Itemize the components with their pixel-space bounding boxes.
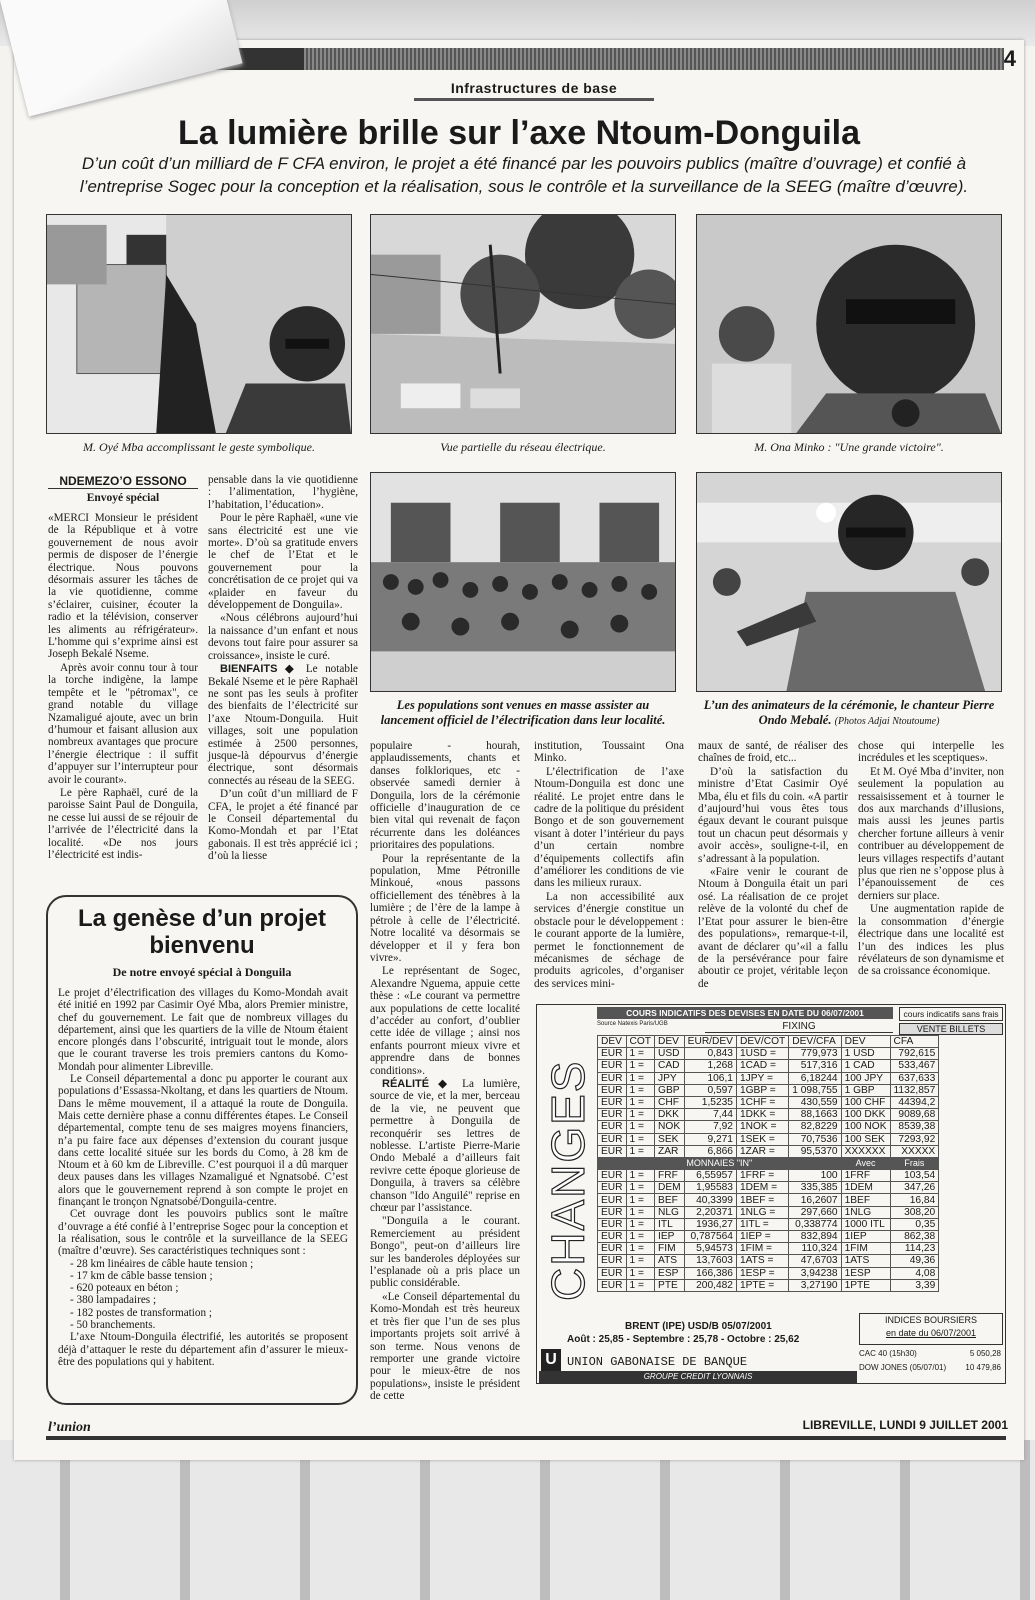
box-body bbox=[58, 987, 348, 1368]
fx-cell: 8539,38 bbox=[890, 1121, 939, 1133]
fx-cell: 792,615 bbox=[890, 1048, 939, 1060]
fx-row bbox=[598, 1255, 939, 1267]
fx-cell: 3,27190 bbox=[789, 1279, 841, 1291]
list-item: - 28 km linéaires de câble haute tension ; bbox=[70, 1257, 254, 1270]
fx-cell: 106,1 bbox=[684, 1072, 736, 1084]
fx-cell: EUR bbox=[598, 1170, 627, 1182]
fx-cell: 517,316 bbox=[789, 1060, 841, 1072]
fx-cell: 297,660 bbox=[789, 1206, 841, 1218]
fx-column-header: COT bbox=[626, 1036, 655, 1048]
fx-cell: 430,559 bbox=[789, 1096, 841, 1108]
fx-cell: 0,843 bbox=[684, 1048, 736, 1060]
fx-cell: NLG bbox=[655, 1206, 685, 1218]
fx-cell: EUR bbox=[598, 1243, 627, 1255]
fx-cell: 862,38 bbox=[890, 1231, 939, 1243]
fx-cell: 1BEF bbox=[841, 1194, 890, 1206]
fx-cell: 1 = bbox=[626, 1084, 655, 1096]
fx-cell: 1DEM bbox=[841, 1182, 890, 1194]
fx-cell: 347,26 bbox=[890, 1182, 939, 1194]
fx-cell: 13,7603 bbox=[684, 1255, 736, 1267]
fx-cell: SEK bbox=[655, 1133, 685, 1145]
paragraph: «MERCI Monsieur le président de la République et à votre gouvernement de nous avoir permis de disposer de l’énergie électrique. Nous pouvons désormais assurer les tâches de la vie quotidienne, comme s’éclairer, cuisiner, écouter la radio et la télévision, conserver les aliments au réfrigérateur». L’homme qui s’exprime ainsi est Joseph Bekalé Nseme. bbox=[48, 512, 198, 661]
fx-cell: 70,7536 bbox=[789, 1133, 841, 1145]
fx-cell: 1PTE = bbox=[736, 1279, 788, 1291]
fx-cell: 103,54 bbox=[890, 1170, 939, 1182]
fx-cell: EUR bbox=[598, 1060, 627, 1072]
photo-caption-5-text: L’un des animateurs de la cérémonie, le chanteur Pierre Ondo Mebalé. bbox=[703, 698, 995, 727]
fx-cell: CAD bbox=[655, 1060, 685, 1072]
fx-cell: 100 bbox=[789, 1170, 841, 1182]
fx-cell: 1DKK = bbox=[736, 1109, 788, 1121]
fx-cell: EUR bbox=[598, 1084, 627, 1096]
subhead-bienfaits: BIENFAITS ◆ bbox=[220, 663, 299, 676]
fx-cell: 1ESP bbox=[841, 1267, 890, 1279]
photo-oye-mba bbox=[46, 214, 352, 434]
fx-cell: 49,36 bbox=[890, 1255, 939, 1267]
fx-cell: 166,386 bbox=[684, 1267, 736, 1279]
fx-cell: 0,338774 bbox=[789, 1218, 841, 1230]
paragraph: Le notable Bekalé Nseme et le père Raphaël ne sont pas les seuls à profiter des bienfaits de l’électricité sur l’axe Ntoum-Donguila. Huit villages, soit une population estimée à 2500 personnes, jusque-là dépourvus d’énergie électrique, sont désormais connectés au réseau de la SEEG. bbox=[208, 663, 359, 787]
index-label: DOW JONES (05/07/01) bbox=[859, 1363, 947, 1372]
fx-cell: 1 = bbox=[626, 1133, 655, 1145]
list-item: - 182 postes de transformation ; bbox=[70, 1306, 212, 1319]
fx-cell: 100 SEK bbox=[841, 1133, 890, 1145]
index-value: 5 050,28 bbox=[969, 1349, 1001, 1358]
fx-cell: EUR bbox=[598, 1206, 627, 1218]
fx-cell: 1 = bbox=[626, 1267, 655, 1279]
fx-cell: 0,787564 bbox=[684, 1231, 736, 1243]
fx-row bbox=[598, 1267, 939, 1279]
fx-row bbox=[598, 1109, 939, 1121]
fx-cell: DKK bbox=[655, 1109, 685, 1121]
fx-cell: 1 GBP bbox=[841, 1084, 890, 1096]
fx-cell: 1ITL = bbox=[736, 1218, 788, 1230]
paragraph: populaire - hourah, applaudissements, chants et danses folkloriques, etc - observée samedi dernier à Donguila, lors de la cérémonie officielle d’inauguration de ce bien vital qui revenait de façon récurrente dans les doléances prioritaires des populations. bbox=[370, 740, 520, 852]
fx-cell: 1DEM = bbox=[736, 1182, 788, 1194]
fx-cell: 1ESP = bbox=[736, 1267, 788, 1279]
fx-cell: 110,324 bbox=[789, 1243, 841, 1255]
index-label: CAC 40 (15h30) bbox=[859, 1349, 917, 1358]
fx-row bbox=[598, 1096, 939, 1108]
fx-cell: XXXXXX bbox=[841, 1145, 890, 1157]
fx-cell: 1NLG bbox=[841, 1206, 890, 1218]
fx-cell: 308,20 bbox=[890, 1206, 939, 1218]
fx-cell: 1000 ITL bbox=[841, 1218, 890, 1230]
fx-monnaies-in-row bbox=[598, 1157, 939, 1169]
fx-cell: 1 = bbox=[626, 1182, 655, 1194]
index-row-dowjones bbox=[859, 1363, 1003, 1372]
list-item: - 620 poteaux en béton ; bbox=[70, 1282, 179, 1295]
fx-row bbox=[598, 1279, 939, 1291]
bank-name: UNION GABONAISE DE BANQUE bbox=[567, 1355, 748, 1369]
fx-cell: 0,35 bbox=[890, 1218, 939, 1230]
paragraph: pensable dans la vie quotidienne : l’alimentation, l’hygiène, l’habitation, l’éducation». bbox=[208, 474, 358, 511]
headline: La lumière brille sur l’axe Ntoum-Donguila bbox=[177, 114, 861, 152]
fx-cell: 1GBP = bbox=[736, 1084, 788, 1096]
fx-cell: 1 USD bbox=[841, 1048, 890, 1060]
fx-cell: 1 = bbox=[626, 1231, 655, 1243]
list-item: - 17 km de câble basse tension ; bbox=[70, 1269, 213, 1282]
footer-rule bbox=[46, 1436, 1006, 1440]
fx-row bbox=[598, 1072, 939, 1084]
photo-credit: (Photos Adjai Ntoutoume) bbox=[834, 716, 940, 727]
fx-cell: 5,94573 bbox=[684, 1243, 736, 1255]
paragraph: chose qui interpelle les incrédules et les sceptiques». bbox=[858, 740, 1004, 765]
fx-cell: 1 = bbox=[626, 1194, 655, 1206]
photo-caption-1: M. Oyé Mba accomplissant le geste symbolique. bbox=[83, 440, 315, 454]
fx-cell: 7,92 bbox=[684, 1121, 736, 1133]
fx-cell: 1CHF = bbox=[736, 1096, 788, 1108]
fx-cell: 200,482 bbox=[684, 1279, 736, 1291]
paragraph: Après avoir connu tour à tour la torche indigène, la lampe tempête et le "pétromax", ce grand notable du village Nzamaligué ajoute, avec un brin d’humour et faisant allusion aux nombreux avantages que procure l’énergie électrique : il suffit d’appuyer sur l’interrupteur pour avoir le courant». bbox=[48, 661, 198, 786]
fx-cell: EUR bbox=[598, 1121, 627, 1133]
fx-cell: NOK bbox=[655, 1121, 685, 1133]
fx-cell: DEM bbox=[655, 1182, 685, 1194]
footer-dateline: LIBREVILLE, LUNDI 9 JUILLET 2001 bbox=[802, 1418, 1008, 1432]
page-number: 4 bbox=[1003, 46, 1016, 71]
fx-cell: 9089,68 bbox=[890, 1109, 939, 1121]
fx-cell: 1 = bbox=[626, 1109, 655, 1121]
list-item: - 380 lampadaires ; bbox=[70, 1294, 157, 1307]
fx-cell: 1ATS bbox=[841, 1255, 890, 1267]
fx-subheader: Avec bbox=[841, 1157, 890, 1169]
fx-cell: 1FRF bbox=[841, 1170, 890, 1182]
fx-cell: 1ZAR = bbox=[736, 1145, 788, 1157]
list-item: - 50 branchements. bbox=[70, 1319, 156, 1332]
fx-cell: 1 = bbox=[626, 1145, 655, 1157]
fx-cell: 1 CAD bbox=[841, 1060, 890, 1072]
paragraph: L’électrification de l’axe Ntoum-Donguila est donc une réalité. Le projet entre dans le cadre de la politique du président Bongo et de son gouvernement visant à doter l’intérieur du pays d’un certain nombre d’équipements collectifs afin d’améliorer les conditions de vie dans les milieux ruraux. bbox=[534, 765, 684, 890]
fx-cell: 7293,92 bbox=[890, 1133, 939, 1145]
fx-row bbox=[598, 1182, 939, 1194]
fx-row bbox=[598, 1206, 939, 1218]
box-title: La genèse d’un projet bienvenu bbox=[77, 905, 327, 959]
fx-cell: ESP bbox=[655, 1267, 685, 1279]
fx-cell: EUR bbox=[598, 1133, 627, 1145]
fx-cell: 1 = bbox=[626, 1072, 655, 1084]
index-row-cac40 bbox=[859, 1349, 1003, 1358]
fx-row bbox=[598, 1084, 939, 1096]
fx-cell: 779,973 bbox=[789, 1048, 841, 1060]
fx-cell: 1FIM = bbox=[736, 1243, 788, 1255]
fx-column-header: EUR/DEV bbox=[684, 1036, 736, 1048]
fx-cell: 1,5235 bbox=[684, 1096, 736, 1108]
fx-cell: 100 NOK bbox=[841, 1121, 890, 1133]
fx-cell: 3,94238 bbox=[789, 1267, 841, 1279]
fx-row bbox=[598, 1121, 939, 1133]
fx-cell: 1,268 bbox=[684, 1060, 736, 1072]
fx-cell: EUR bbox=[598, 1267, 627, 1279]
fx-cell: 1 = bbox=[626, 1243, 655, 1255]
fx-cell: ATS bbox=[655, 1255, 685, 1267]
fx-row bbox=[598, 1218, 939, 1230]
fx-cell: 1 = bbox=[626, 1255, 655, 1267]
fx-row bbox=[598, 1048, 939, 1060]
fx-cell: 1FRF = bbox=[736, 1170, 788, 1182]
fx-cell: 1BEF = bbox=[736, 1194, 788, 1206]
section-kicker: Infrastructures de base bbox=[414, 80, 654, 101]
paragraph: Le projet d’électrification des villages du Komo-Mondah avait été initié en 1992 par Casimir Oyé Mba, alors Premier ministre, chef du gouvernement. Le fait que de nombreux villages du département, ainsi que les quartiers de la ville de Ntoum étaient encore plongés dans l’obscurité, intriguait tout le monde, alors que le courant traverse les trois premiers cantons du Komo-Mondah pour alimenter Libreville. bbox=[58, 987, 348, 1073]
paragraph: «Nous célébrons aujourd’hui la naissance d’un enfant et nous devons tout faire pour assurer sa croissance», insiste le curé. bbox=[208, 612, 358, 662]
fx-cell: EUR bbox=[598, 1218, 627, 1230]
photo-ona-minko bbox=[696, 214, 1002, 434]
fx-cell: 4,08 bbox=[890, 1267, 939, 1279]
paragraph: D’un coût d’un milliard de F CFA, le projet a été financé par le Conseil départemental du Komo-Mondah et par l’Etat gabonais. Il est très apprécié ici ; d’où la liesse bbox=[208, 788, 358, 863]
fx-cell: BEF bbox=[655, 1194, 685, 1206]
paragraph: maux de santé, de réaliser des chaînes de froid, etc... bbox=[698, 740, 848, 765]
fx-cell: 6,18244 bbox=[789, 1072, 841, 1084]
paragraph: «Faire venir le courant de Ntoum à Donguila était un pari osé. La réalisation de ce projet relève de la volonté du chef de l’Etat pour assurer le bien-être des populations», remarque-t-il, avant de déclarer qu’«il a fallu de la persévérance pour faire aboutir ce projet, véritable leçon de bbox=[698, 866, 848, 990]
fx-cell: GBP bbox=[655, 1084, 685, 1096]
newspaper-page bbox=[14, 40, 1024, 1460]
fx-vente-label: VENTE BILLETS bbox=[899, 1023, 1003, 1035]
fx-cell: 1NLG = bbox=[736, 1206, 788, 1218]
fx-cell: 1PTE bbox=[841, 1279, 890, 1291]
subhead-realite: RÉALITÉ ◆ bbox=[382, 1077, 454, 1090]
fx-cell: 1 = bbox=[626, 1060, 655, 1072]
paragraph: Le Conseil départemental a donc pu apporter le courant aux populations d’Essassa-Nkoltang, et dans les quartiers de Ntoum. Dans le même mouvement, il a attaqué la route de Donguila. Mais cette dernière phase a connu différentes étapes. Le Conseil départemental, compte tenu de ses maigres moyens financiers, n’a pu faire face aux dépenses d’extension du courant jusque dans cette localité située sur les bords du Como, à 28 km de Ntoum et à 60 km de Libreville. C’est pourquoi il a dû marquer deux pauses dans les villages Nzamaligué et Ngnatsobé. C’est alors que le gouvernement reprend à son compte le projet en finançant le tronçon Ngnatsobé/Donguila-centre. bbox=[58, 1073, 348, 1209]
fx-cell: 1,95583 bbox=[684, 1182, 736, 1194]
technical-specs-list bbox=[58, 1258, 348, 1332]
fx-row bbox=[598, 1231, 939, 1243]
fx-cell: 82,8229 bbox=[789, 1121, 841, 1133]
paragraph: institution, Toussaint Ona Minko. bbox=[534, 740, 684, 765]
fx-cell: 100 JPY bbox=[841, 1072, 890, 1084]
fx-cell: XXXXX bbox=[890, 1145, 939, 1157]
paragraph: Cet ouvrage dont les pouvoirs publics sont le maître d’ouvrage a été confié à l’entreprise Sogec pour la conception et la réalisation, sous le contrôle et la surveillance de la SEEG (maître d’œuvre). Ses caractéristiques techniques sont : bbox=[58, 1208, 348, 1258]
fx-column-header: DEV bbox=[841, 1036, 890, 1048]
fx-cell: EUR bbox=[598, 1182, 627, 1194]
fx-cell: EUR bbox=[598, 1048, 627, 1060]
article-column-5 bbox=[698, 740, 848, 991]
paragraph: Pour le père Raphaël, «une vie sans électricité est une vie morte». D’où sa gratitude envers le chef de l’Etat et le gouvernement pour la concrétisation de ce projet qui va «plaider en faveur du développement de Donguila». bbox=[208, 512, 358, 612]
paragraph: Pour la représentante de la population, Mme Pétronille Minkoué, «nous passons officiellement des ténèbres à la lumière ; de l’ère de la lampe à pétrole à celle de l’électricité. Notre localité va désormais se développer et il y fera bon vivre». bbox=[370, 852, 520, 964]
article-column-2 bbox=[208, 474, 358, 864]
deck: D’un coût d’un milliard de F CFA environ, le projet a été financé par les pouvoirs publics (maître d’ouvrage) et confié à l’entreprise Sogec pour la conception et la réalisation, sous le contrôle et la surveillance de la SEEG (maître d’œuvre). bbox=[79, 154, 969, 196]
fx-cell: 1 = bbox=[626, 1048, 655, 1060]
fx-row bbox=[598, 1060, 939, 1072]
indices-date: en date du 06/07/2001 bbox=[885, 1328, 977, 1338]
fx-row bbox=[598, 1243, 939, 1255]
fx-indicatifs: cours indicatifs sans frais bbox=[899, 1007, 1003, 1021]
fx-cell: EUR bbox=[598, 1072, 627, 1084]
index-value: 10 479,86 bbox=[965, 1363, 1001, 1372]
photo-caption-2: Vue partielle du réseau électrique. bbox=[440, 440, 606, 454]
fx-cell: 1CAD = bbox=[736, 1060, 788, 1072]
paragraph: "Donguila a le courant. Remerciement au président Bongo", peut-on d’ailleurs lire sur les banderoles déployées sur l’esplanade où a pris place un public considérable. bbox=[370, 1215, 520, 1290]
byline-author: NDEMEZO’O ESSONO bbox=[48, 474, 198, 489]
fx-cell: 1NOK = bbox=[736, 1121, 788, 1133]
footer-logo: l’union bbox=[48, 1420, 91, 1435]
article-column-4 bbox=[534, 740, 684, 991]
photo-crowd bbox=[370, 472, 676, 692]
fx-subheader: Frais bbox=[890, 1157, 939, 1169]
fx-source: Source Natexis Paris/UGB bbox=[597, 1021, 668, 1027]
fx-table-body bbox=[598, 1048, 939, 1292]
fx-cell: EUR bbox=[598, 1255, 627, 1267]
fx-cell: 1IEP = bbox=[736, 1231, 788, 1243]
byline-role: Envoyé spécial bbox=[86, 492, 160, 504]
fx-cell: EUR bbox=[598, 1279, 627, 1291]
paragraph: La lumière, source de vie, et la mer, berceau de la vie, ne peuvent que permettre à Donguila de reconquérir ses lettres de noblesse. L’artiste Pierre-Marie Ondo Mebalé a d’ailleurs fait revivre cette époque glorieuse de Donguila, à travers sa célèbre chanson "Ido Anguilé" reprise en chœur par l’assistance. bbox=[370, 1077, 520, 1215]
fx-cell: 1 = bbox=[626, 1170, 655, 1182]
fx-cell: 16,2607 bbox=[789, 1194, 841, 1206]
bank-group: GROUPE CREDIT LYONNAIS bbox=[539, 1371, 857, 1383]
fx-monnaies-label: MONNAIES "IN" bbox=[598, 1157, 842, 1169]
paragraph: «Le Conseil départemental du Komo-Mondah est très heureux et très fier que l’un de ses plus importants projets soit arrivé à son terme. Nous venons de remporter une grande victoire pour le mieux-être de nos populations», insiste le président de cette bbox=[370, 1290, 520, 1403]
fx-column-header: DEV/CFA bbox=[789, 1036, 841, 1048]
fx-cell: 100 CHF bbox=[841, 1096, 890, 1108]
fx-cell: 335,385 bbox=[789, 1182, 841, 1194]
fx-column-header: DEV bbox=[598, 1036, 627, 1048]
fx-cell: EUR bbox=[598, 1231, 627, 1243]
fx-column-header: DEV bbox=[655, 1036, 685, 1048]
fx-cell: 95,5370 bbox=[789, 1145, 841, 1157]
fx-cell: JPY bbox=[655, 1072, 685, 1084]
fx-cell: 832,894 bbox=[789, 1231, 841, 1243]
fx-cell: 40,3399 bbox=[684, 1194, 736, 1206]
fx-cell: FRF bbox=[655, 1170, 685, 1182]
fx-cell: 1JPY = bbox=[736, 1072, 788, 1084]
folded-corner bbox=[0, 0, 242, 116]
brent-title: BRENT (IPE) USD/B 05/07/2001 bbox=[625, 1321, 772, 1332]
fx-cell: EUR bbox=[598, 1096, 627, 1108]
sidebar-box-genese bbox=[46, 895, 358, 1405]
bank-branding bbox=[539, 1349, 839, 1371]
changes-title: CHANGES bbox=[542, 1059, 594, 1301]
fx-cell: EUR bbox=[598, 1194, 627, 1206]
fx-cell: 1IEP bbox=[841, 1231, 890, 1243]
paragraph: Et M. Oyé Mba d’inviter, non seulement la population au ressaisissement et à tourner le dos aux marchands d’illusions, mais aussi les jeunes partis chercher fortune ailleurs à venir contribuer au développement de leurs villages respectifs d’autant plus que rien ne s’oppose plus à l’épanouissement de ces derniers sur place. bbox=[858, 765, 1004, 902]
fx-row bbox=[598, 1145, 939, 1157]
fx-cell: 1ATS = bbox=[736, 1255, 788, 1267]
fx-cell: 7,44 bbox=[684, 1109, 736, 1121]
fx-cell: 9,271 bbox=[684, 1133, 736, 1145]
article-column-6 bbox=[858, 740, 1004, 979]
paragraph: D’où la satisfaction du ministre d’Etat Casimir Oyé Mba, élu et fils du coin. «A partir d’aujourd’hui vous êtes tous égaux devant le courant puisque tout un chacun peut désormais y avoir accès», souligne-t-il, en s’adressant à la population. bbox=[698, 765, 848, 865]
fx-row bbox=[598, 1194, 939, 1206]
photo-caption-3: M. Ona Minko : "Une grande victoire". bbox=[754, 440, 944, 454]
paragraph: Le représentant de Sogec, Alexandre Nguema, appuie cette thèse : «Le courant va permettre aux populations de cette localité d’accéder au confort, d’oublier cette idée de village ; ainsi nos enfants pourront mieux vivre et apprendre dans de bonnes conditions». bbox=[370, 965, 520, 1077]
fx-cell: 88,1663 bbox=[789, 1109, 841, 1121]
currency-exchange-box bbox=[536, 1004, 1006, 1384]
fx-cell: 2,20371 bbox=[684, 1206, 736, 1218]
fx-cell: FIM bbox=[655, 1243, 685, 1255]
fx-fixing-label: FIXING bbox=[705, 1021, 893, 1033]
fx-cell: 44394,2 bbox=[890, 1096, 939, 1108]
paragraph: L’axe Ntoum-Donguila électrifié, les autorités se proposent déjà d’attaquer le reste du département afin d’assurer le mieux-être des populations qui y habitent. bbox=[58, 1331, 348, 1368]
box-byline: De notre envoyé spécial à Donguila bbox=[112, 965, 292, 979]
fx-column-header: DEV/COT bbox=[736, 1036, 788, 1048]
fx-cell: 3,39 bbox=[890, 1279, 939, 1291]
fx-cell: 6,55957 bbox=[684, 1170, 736, 1182]
fx-cell: CHF bbox=[655, 1096, 685, 1108]
fx-cell: 1FIM bbox=[841, 1243, 890, 1255]
fx-cell: 47,6703 bbox=[789, 1255, 841, 1267]
fx-cell: 1USD = bbox=[736, 1048, 788, 1060]
fx-cell: 1 = bbox=[626, 1279, 655, 1291]
fx-cell: 114,23 bbox=[890, 1243, 939, 1255]
paragraph: Une augmentation rapide de la consommation d’énergie électrique dans une localité est l’un des indices les plus révélateurs de son dynamisme et de sa croissance économique. bbox=[858, 903, 1005, 978]
fx-row bbox=[598, 1170, 939, 1182]
fx-cell: 1 = bbox=[626, 1121, 655, 1133]
photo-caption-4: Les populations sont venues en masse assister au lancement officiel de l’électrification dans leur localité. bbox=[380, 698, 666, 727]
fx-cell: 1 = bbox=[626, 1096, 655, 1108]
article-column-1 bbox=[48, 512, 198, 862]
fx-cell: 6,866 bbox=[684, 1145, 736, 1157]
fx-cell: EUR bbox=[598, 1109, 627, 1121]
brent-values: Août : 25,85 - Septembre : 25,78 - Octobre : 25,62 bbox=[567, 1334, 800, 1345]
fx-cell: USD bbox=[655, 1048, 685, 1060]
fx-row bbox=[598, 1133, 939, 1145]
fx-cell: ITL bbox=[655, 1218, 685, 1230]
fx-cell: EUR bbox=[598, 1145, 627, 1157]
fx-cell: 1936,27 bbox=[684, 1218, 736, 1230]
scan-border-bottom bbox=[0, 1440, 1035, 1600]
photo-caption-5 bbox=[696, 698, 1002, 729]
fx-cell: 1 098,755 bbox=[789, 1084, 841, 1096]
indices-boursiers-box bbox=[859, 1313, 1003, 1345]
fx-cell: PTE bbox=[655, 1279, 685, 1291]
fx-cell: 1SEK = bbox=[736, 1133, 788, 1145]
fx-cell: IEP bbox=[655, 1231, 685, 1243]
fx-cell: 533,467 bbox=[890, 1060, 939, 1072]
paragraph: Le père Raphaël, curé de la paroisse Saint Paul de Donguila, ne cesse lui aussi de se réjouir de l’arrivée de l’électricité dans la localité. «De nos jours l’électricité est indis- bbox=[48, 786, 198, 861]
fx-column-header: CFA bbox=[890, 1036, 939, 1048]
indices-title: INDICES BOURSIERS bbox=[884, 1315, 978, 1325]
fx-table bbox=[597, 1035, 939, 1292]
article-column-3 bbox=[370, 740, 520, 1404]
photo-singer bbox=[696, 472, 1002, 692]
fx-cell: 637,633 bbox=[890, 1072, 939, 1084]
fx-cell: 100 DKK bbox=[841, 1109, 890, 1121]
fx-column-headers bbox=[598, 1036, 939, 1048]
fx-cell: 1 = bbox=[626, 1206, 655, 1218]
fx-cell: 1132,857 bbox=[890, 1084, 939, 1096]
ugb-logo-icon: U bbox=[541, 1349, 561, 1371]
fx-cell: 0,597 bbox=[684, 1084, 736, 1096]
fx-cell: 16,84 bbox=[890, 1194, 939, 1206]
fx-cell: 1 = bbox=[626, 1218, 655, 1230]
photo-network bbox=[370, 214, 676, 434]
fx-header: COURS INDICATIFS DES DEVISES EN DATE DU 06/07/2001 bbox=[597, 1007, 893, 1019]
paragraph: La non accessibilité aux services d’énergie constitue un obstacle pour le développement : le courant apporte de la lumière, permet le fonctionnement de mécanismes de séchage de produits agricoles, d’organiser des services mini- bbox=[534, 890, 684, 990]
fx-cell: ZAR bbox=[655, 1145, 685, 1157]
